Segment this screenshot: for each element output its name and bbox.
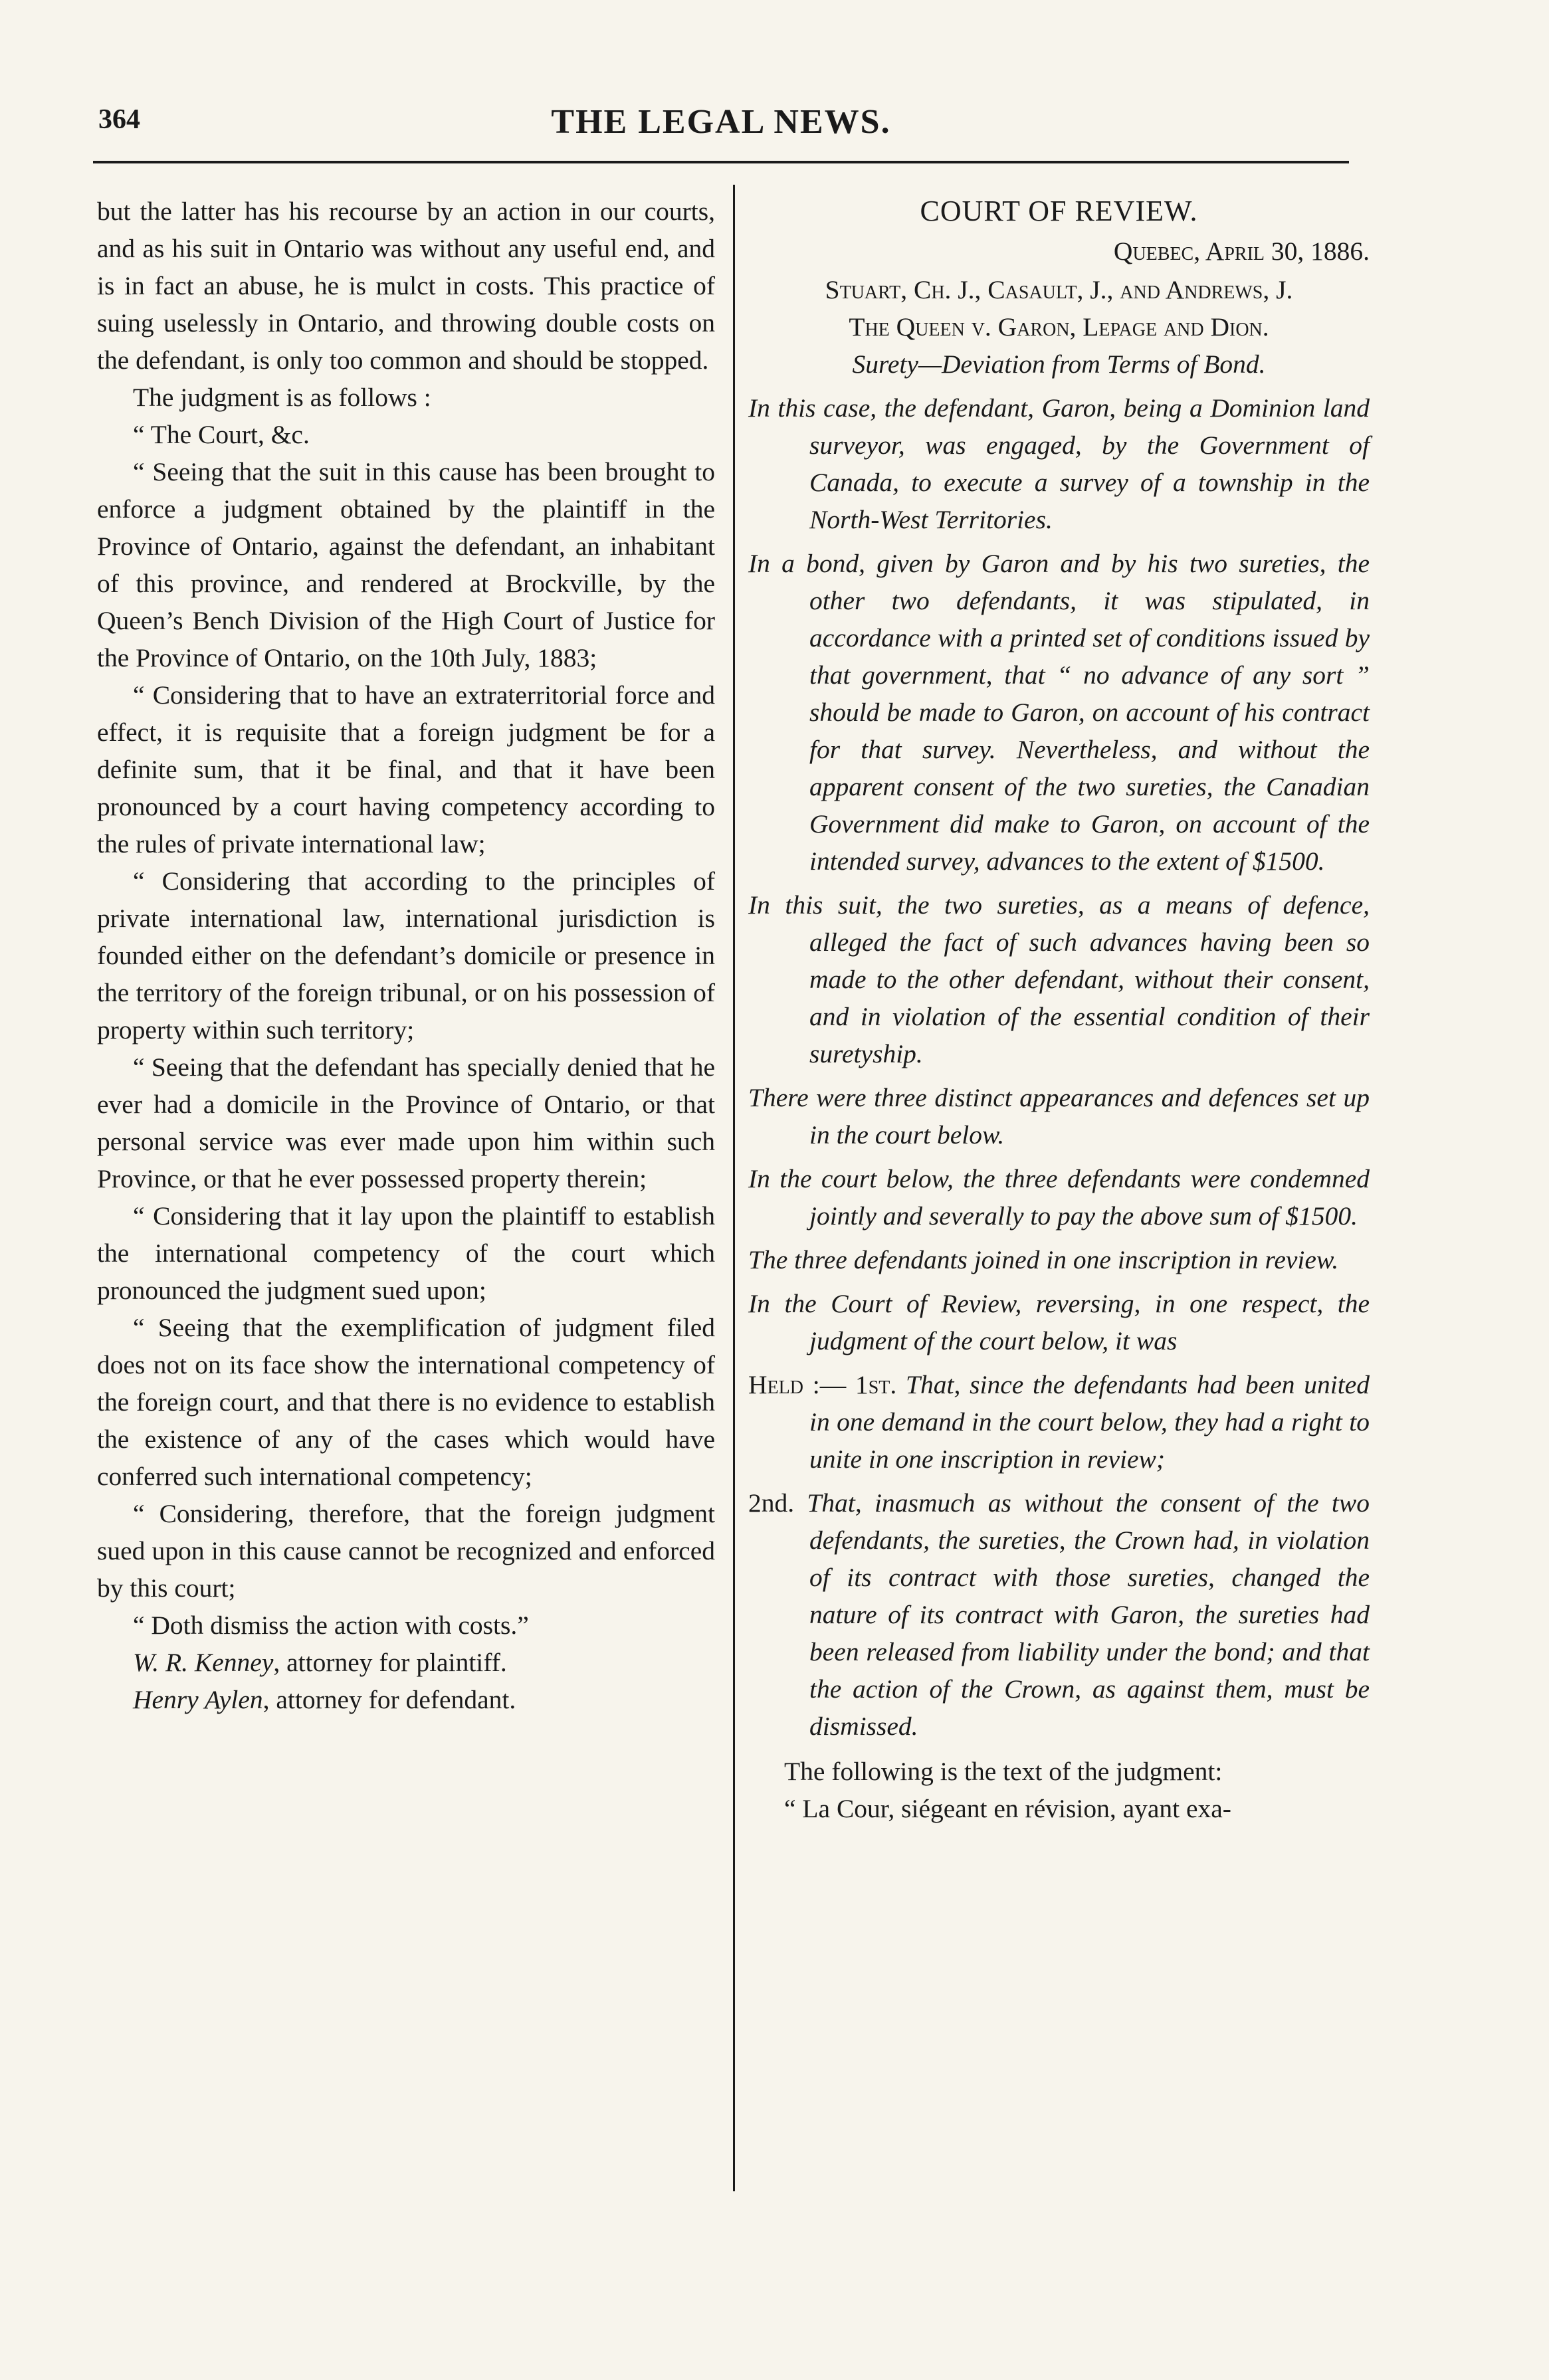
paragraph: “ Considering that to have an extraterritorial force and effect, it is requisite that a foreign judgment be for a definite sum, that it be final, and that it have been pronounced by a court having competency according to the rules of private international law; (97, 680, 715, 858)
page-number: 364 (98, 104, 140, 135)
paragraph: “ The Court, &c. (133, 420, 310, 449)
holding-second (748, 1484, 1370, 1745)
left-column (97, 193, 715, 1718)
headnote: In this suit, the two sureties, as a means of defence, alleged the fact of such advances having been so made to the other defendant, without their consent, and in violation of the essential condition of their suretyship. (748, 890, 1370, 1068)
headnote: In a bond, given by Garon and by his two sureties, the other two defendants, it was stipulated, in accordance with a printed set of conditions issued by that government, that “ no advance of any sort ” should be made to Garon, on account of his contract for that survey. Nevertheless, and without the apparent consent of the two sureties, the Canadian Government did make to Garon, on account of the intended survey, advances to the extent of $1500. (748, 549, 1370, 876)
case-name: The Queen v. Garon, Lepage and Dion. (849, 312, 1269, 342)
holding-text: That, inasmuch as without the consent of the two defendants, the sureties, the Crown had, in violation of its contract with those sureties, changed the nature of its contract with Garon, the sureties had been released from liability under the bond; and that the action of the Crown, as against them, must be dismissed. (807, 1488, 1370, 1741)
running-title: THE LEGAL NEWS. (551, 103, 891, 141)
headnote: The three defendants joined in one inscription in review. (748, 1245, 1339, 1274)
place-date: Quebec, April 30, 1886. (1113, 237, 1370, 266)
paragraph: “ Seeing that the suit in this cause has been brought to enforce a judgment obtained by the plaintiff in the Province of Ontario, against the defendant, an inhabitant of this province, and rendered at Brockville, by the Queen’s Bench Division of the High Court of Justice for the Province of Ontario, on the 10th July, 1883; (97, 457, 715, 672)
page-header (93, 86, 1349, 153)
holding-lead: Held :— 1st. (748, 1370, 906, 1399)
signature-defendant (97, 1681, 715, 1718)
attorney-role: , attorney for plaintiff. (273, 1648, 507, 1677)
paragraph: “ La Cour, siégeant en révision, ayant exa- (784, 1794, 1231, 1823)
spacer (748, 1745, 1370, 1753)
paragraph: “ Doth dismiss the action with costs.” (133, 1611, 529, 1640)
paragraph: The judgment is as follows : (133, 383, 431, 412)
attorney-role: , attorney for defendant. (262, 1685, 516, 1714)
column-divider (733, 185, 735, 2191)
attorney-name: Henry Aylen (133, 1685, 263, 1714)
holding-text: That, since the defendants had been united in one demand in the court below, they had a right to unite in one inscription in review; (809, 1370, 1370, 1474)
headnote: There were three distinct appearances and defences set up in the court below. (748, 1083, 1370, 1149)
header-rule (93, 161, 1349, 163)
paragraph: “ Considering that it lay upon the plaintiff to establish the international competency of the court which pronounced the judgment sued upon; (97, 1201, 715, 1305)
paragraph: “ Considering that according to the principles of private international law, international jurisdiction is founded either on the defendant’s domicile or presence in the territory of the foreign tribunal, or on his possession of property within such territory; (97, 866, 715, 1044)
paragraph: The following is the text of the judgment: (784, 1757, 1223, 1786)
holding-lead: 2nd. (748, 1488, 807, 1518)
right-column (748, 193, 1370, 1827)
subject-caption: Surety—Deviation from Terms of Bond. (852, 349, 1266, 379)
court-title: COURT OF REVIEW. (920, 195, 1198, 227)
paragraph: “ Seeing that the defendant has specially denied that he ever had a domicile in the Province of Ontario, or that personal service was ever made upon him within such Province, or that he ever possessed property therein; (97, 1052, 715, 1193)
paragraph: but the latter has his recourse by an action in our courts, and as his suit in Ontario was without any useful end, and is in fact an abuse, he is mulct in costs. This practice of suing uselessly in Ontario, and throwing double costs on the defendant, is only too common and should be stopped. (97, 197, 715, 375)
headnote: In the court below, the three defendants were condemned jointly and severally to pay the above sum of $1500. (748, 1164, 1370, 1231)
attorney-name: W. R. Kenney (133, 1648, 274, 1677)
headnote: In the Court of Review, reversing, in one respect, the judgment of the court below, it was (748, 1289, 1370, 1355)
headnote: In this case, the defendant, Garon, being a Dominion land surveyor, was engaged, by the Government of Canada, to execute a survey of a township in the North-West Territories. (748, 393, 1370, 534)
paragraph: “ Seeing that the exemplification of judgment filed does not on its face show the international competency of the foreign court, and that there is no evidence to establish the existence of any of the cases which would have conferred such international competency; (97, 1313, 715, 1491)
holding-first (748, 1366, 1370, 1478)
judges: Stuart, Ch. J., Casault, J., and Andrews, J. (825, 275, 1293, 304)
signature-plaintiff (97, 1644, 715, 1681)
paragraph: “ Considering, therefore, that the foreign judgment sued upon in this cause cannot be recognized and enforced by this court; (97, 1499, 715, 1603)
